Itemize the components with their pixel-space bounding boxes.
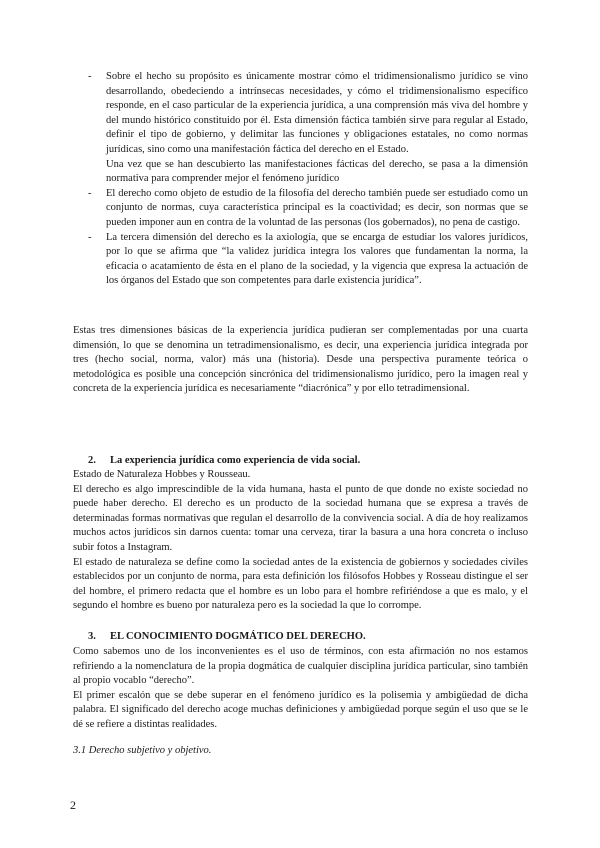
bullet-text: Sobre el hecho su propósito es únicamente mostrar cómo el tridimensionalismo jurídico se vino desarrollando, obedeciendo a intrínsecas necesidades, y cómo el tridimensionalismo específico responde, en el caso particular de la experiencia jurídica, a una comprensión más viva del hombre y del mundo histórico constituido por él. Esta dimensión fáctica también sirve para regular al Estado, definir el tipo de gobierno, y delimitar las funciones y obligaciones estatales, no como normas jurídicas, sino como una manifestación fáctica del derecho en el Estado. — [106, 71, 528, 155]
bullet-text: La tercera dimensión del derecho es la axiología, que se encarga de estudiar los valores jurídicos, por lo que se afirma que “la validez jurídica integra los valores que fundamentan la norma, la eficacia o acatamiento de ésta en el plano de la sociedad, y la vigencia que expresa la actuación de los órganos del Estado que son competentes para darle existencia jurídica”. — [106, 231, 528, 287]
section-2-body — [73, 468, 528, 614]
body-paragraph: El primer escalón que se debe superar en el fenómeno jurídico es la polisemia y ambigüedad de dicha palabra. El significado del derecho acoge muchas definiciones y ambigüedad porque según el uso que se le dé se refiere a distintas realidades. — [73, 689, 528, 730]
body-paragraph: Como sabemos uno de los inconvenientes es el uso de términos, con esta afirmación no nos estamos refiriendo a la nomenclatura de la propia dogmática de cualquier disciplina jurídica particular, sino también al propio vocablo “derecho”. — [73, 646, 528, 687]
body-paragraph: El derecho es algo imprescindible de la vida humana, hasta el punto de que donde no existe sociedad no puede haber derecho. El derecho es un producto de la sociedad humana que se expresa a través de determinadas formas normativas que regulan el desarrollo de la convivencia social. A día de hoy realizamos muchos actos jurídicos sin darnos cuenta: tomar una cerveza, tirar la basura a una hora concreta o incluso subir fotos a Instagram. — [73, 483, 528, 553]
section-number: 2. — [88, 455, 96, 466]
section-title: EL CONOCIMIENTO DOGMÁTICO DEL DERECHO. — [110, 631, 366, 642]
bullet-marker: - — [88, 231, 92, 243]
body-paragraph: El estado de naturaleza se define como la sociedad antes de la existencia de gobiernos y sociedades civiles establecidos por un conjunto de norma, para esta definición los filósofos Hobbes y Rosseau distingue el ser del hombre, el primero redacta que el hombre es un lobo para el hombre refiriéndose a que es malo, y el segundo el hombre es bueno por naturaleza pero es la sociedad la que lo corrompe. — [73, 556, 528, 612]
section-heading-3 — [88, 630, 366, 644]
list-item — [88, 231, 528, 289]
subsection-heading: 3.1 Derecho subjetivo y objetivo. — [73, 745, 212, 756]
bullet-text: El derecho como objeto de estudio de la filosofía del derecho también puede ser estudiado como un conjunto de normas, cuya característica principal es la coactividad; es decir, son normas que se pueden imponer aun en contra de la voluntad de las personas (los gobernados), no pena de castigo. — [106, 187, 528, 228]
bullet-list — [88, 70, 528, 289]
section-title: La experiencia jurídica como experiencia de vida social. — [110, 455, 361, 466]
bullet-continuation: Una vez que se han descubierto las manifestaciones fácticas del derecho, se pasa a la dimensión normativa para comprender mejor el fenómeno jurídico — [106, 158, 528, 185]
bullet-marker: - — [88, 71, 92, 82]
page-number: 2 — [70, 798, 76, 812]
paragraph-tetradimensional — [73, 324, 528, 397]
body-paragraph: Estado de Naturaleza Hobbes y Rousseau. — [73, 469, 251, 480]
list-item — [88, 187, 528, 231]
list-item — [88, 70, 528, 158]
bullet-marker: - — [88, 187, 92, 199]
section-number: 3. — [88, 631, 96, 642]
section-3-body — [73, 645, 528, 733]
section-heading-2 — [88, 454, 360, 468]
body-paragraph: Estas tres dimensiones básicas de la experiencia jurídica pudieran ser complementadas por una cuarta dimensión, lo que se denomina un tetradimensionalismo, es decir, una experiencia jurídica integrada por tres (hecho social, norma, valor) más una (historia). Desde una perspectiva puramente teórica o metodológica es posible una concepción sincrónica del tridimensionalismo jurídico, pero la imagen real y concreta de la experiencia jurídica es necesariamente “diacrónica” y por ello tetradimensional. — [73, 325, 528, 395]
